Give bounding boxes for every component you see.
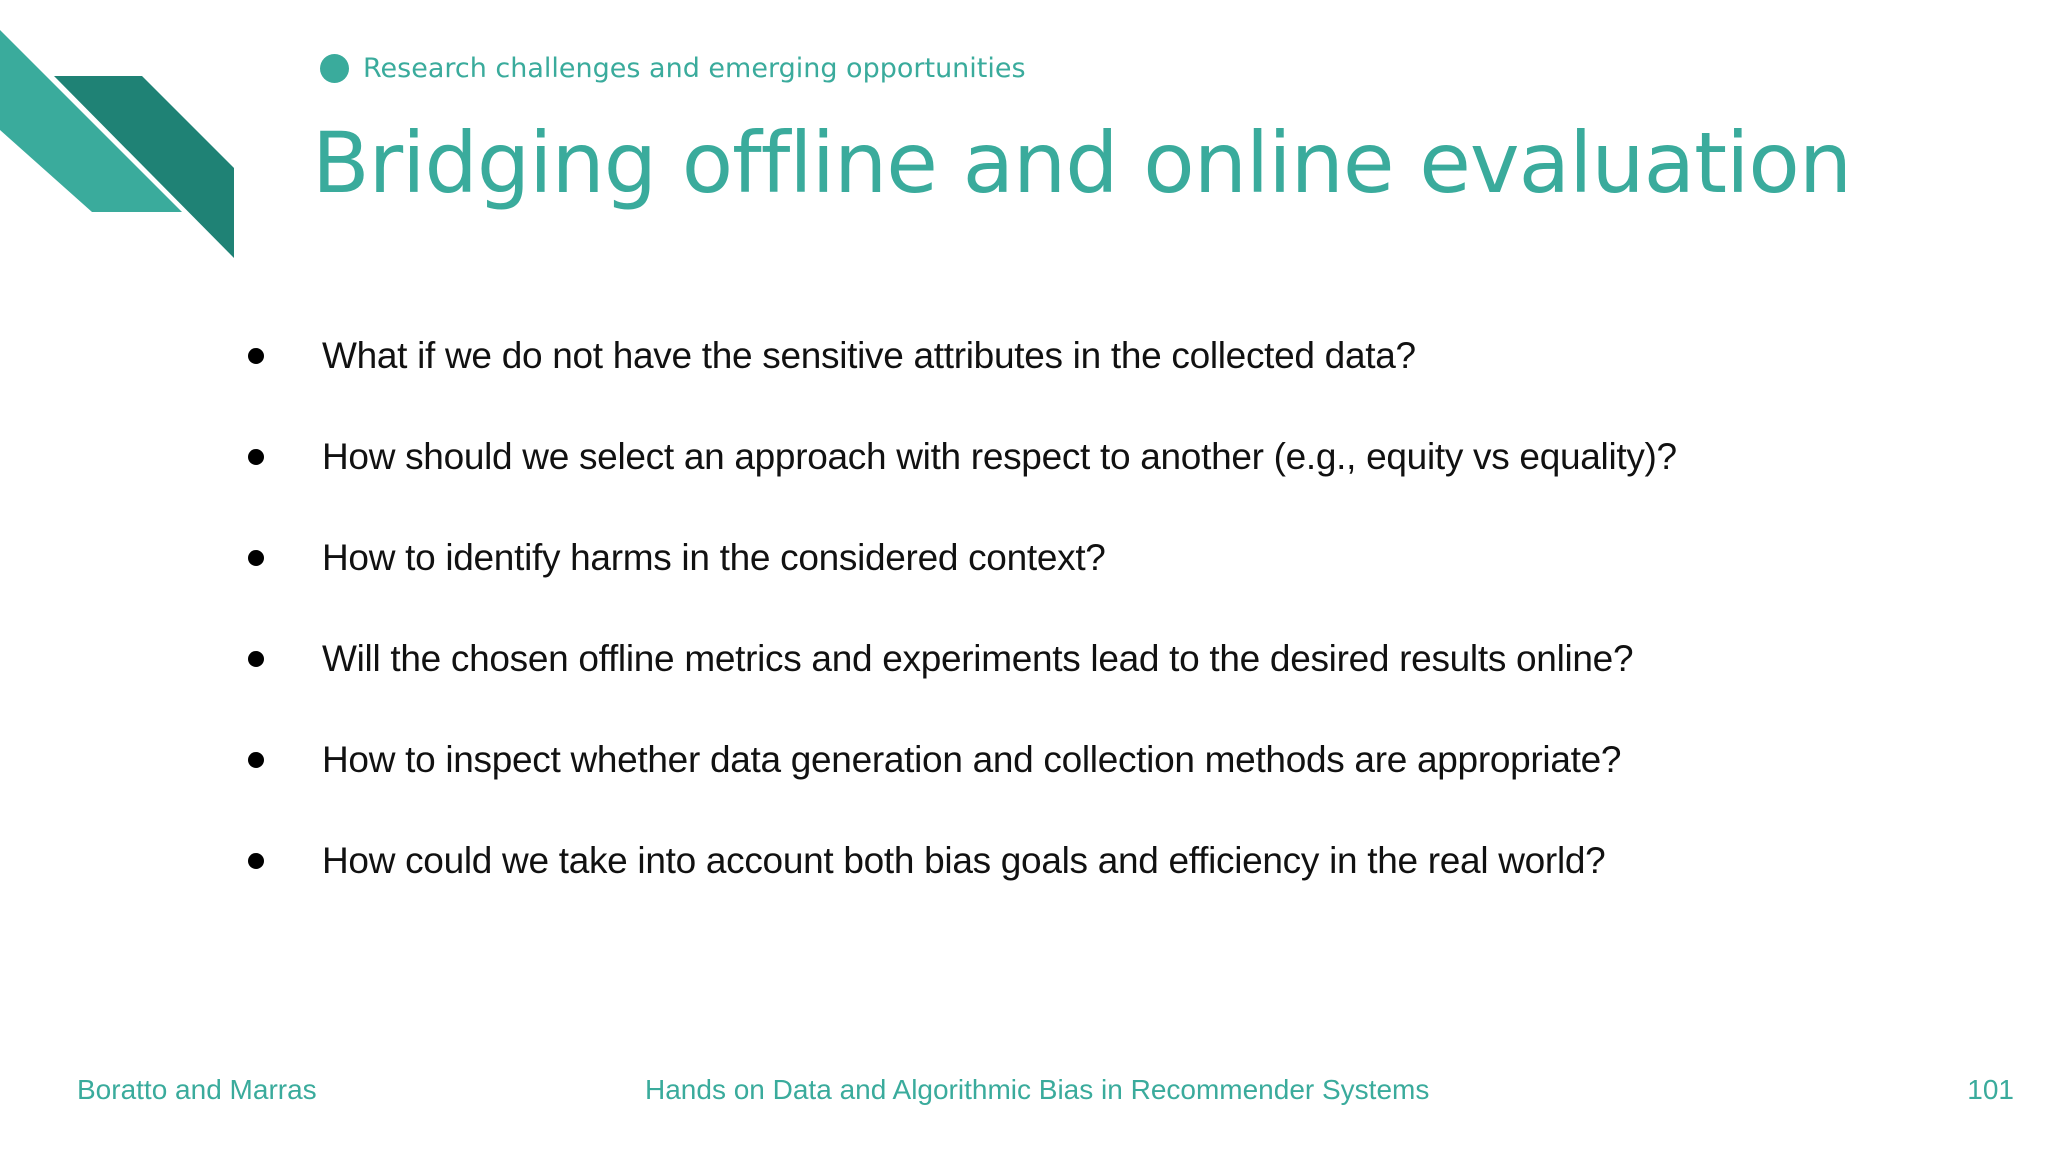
bullet-item [246,709,1677,810]
bullet-item [246,608,1677,709]
bullet-dot-icon [248,752,264,768]
bullet-list [246,305,1677,911]
bullet-dot-icon [248,449,264,465]
bullet-item [246,305,1677,406]
footer-authors: Boratto and Marras [77,1074,317,1105]
section-dot-icon [320,54,349,83]
slide-title: Bridging offline and online evaluation [312,114,1852,212]
bullet-text: Will the chosen offline metrics and experiments lead to the desired results online? [322,637,1634,679]
bullet-item [246,406,1677,507]
bullet-item [246,507,1677,608]
footer-talk-title: Hands on Data and Algorithmic Bias in Recommender Systems [645,1074,1430,1105]
bullet-text: How should we select an approach with respect to another (e.g., equity vs equality)? [322,435,1677,477]
section-header [320,48,1026,88]
bullet-item [246,810,1677,911]
bullet-dot-icon [248,550,264,566]
bullet-dot-icon [248,348,264,364]
bullet-text: How to identify harms in the considered context? [322,536,1106,578]
bullet-text: How could we take into account both bias goals and efficiency in the real world? [322,839,1606,881]
bullet-text: How to inspect whether data generation and collection methods are appropriate? [322,738,1622,780]
section-label: Research challenges and emerging opportunities [363,52,1026,84]
footer-page-number: 101 [1967,1074,2014,1105]
bullet-dot-icon [248,853,264,869]
bullet-text: What if we do not have the sensitive attributes in the collected data? [322,334,1416,376]
corner-decoration [0,0,240,262]
bullet-dot-icon [248,651,264,667]
